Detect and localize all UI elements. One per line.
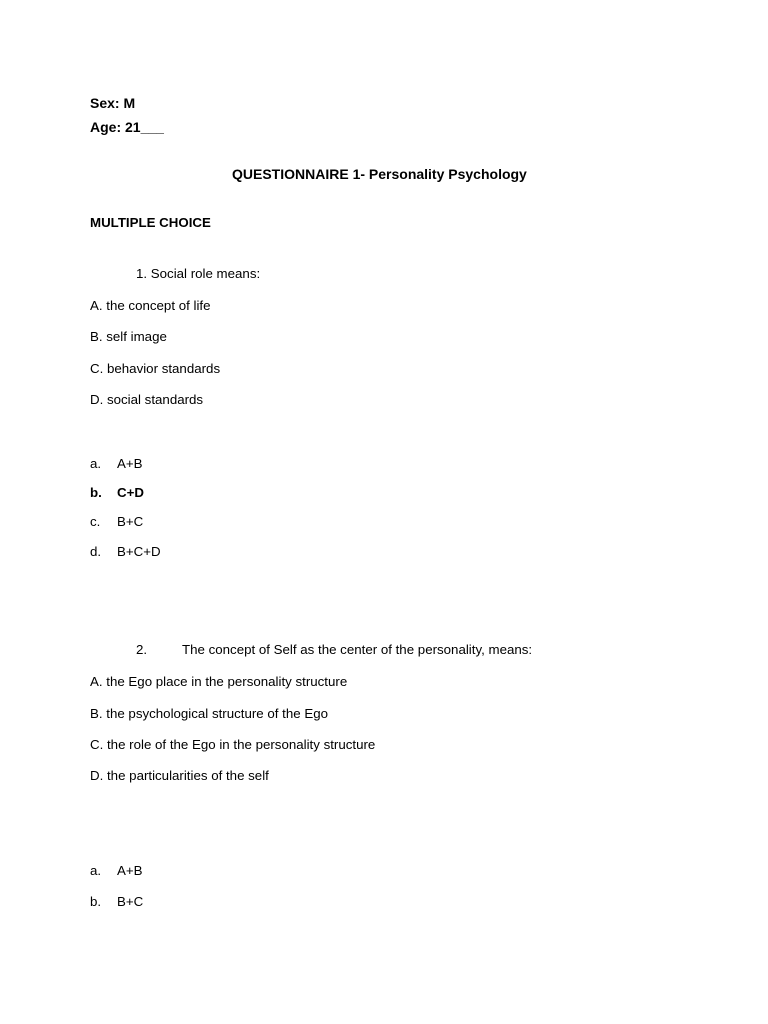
sex-field: Sex: M (90, 95, 136, 111)
choice-letter: d. (90, 544, 102, 559)
page-title: QUESTIONNAIRE 1- Personality Psychology (232, 166, 527, 182)
q2-choice-b (90, 893, 143, 911)
question-1-prompt: 1. Social role means: (136, 266, 261, 281)
q2-choice-a (90, 862, 143, 880)
q2-option-b: B. the psychological structure of the Ego (90, 706, 329, 721)
age-field: Age: 21___ (90, 119, 164, 135)
q2-option-a: A. the Ego place in the personality structure (90, 674, 348, 689)
q1-choice-c (90, 513, 143, 531)
choice-letter: b. (90, 894, 102, 909)
q2-option-d: D. the particularities of the self (90, 768, 269, 783)
question-text: The concept of Self as the center of the personality, means: (182, 642, 533, 657)
choice-text: A+B (117, 863, 143, 878)
question-number: 2. (136, 642, 148, 657)
q1-choice-b-selected (90, 484, 144, 502)
choice-letter: a. (90, 456, 102, 471)
q1-option-d: D. social standards (90, 392, 204, 407)
choice-text: B+C (117, 894, 144, 909)
q1-option-b: B. self image (90, 329, 167, 344)
choice-letter: a. (90, 863, 102, 878)
choice-text: A+B (117, 456, 143, 471)
choice-text: C+D (117, 485, 144, 500)
question-2-prompt (136, 641, 532, 659)
q1-option-c: C. behavior standards (90, 361, 221, 376)
section-heading: MULTIPLE CHOICE (90, 215, 211, 230)
q1-choice-a (90, 455, 143, 473)
choice-letter: b. (90, 485, 102, 500)
choice-text: B+C+D (117, 544, 161, 559)
q1-choice-d (90, 543, 161, 561)
choice-letter: c. (90, 514, 101, 529)
q1-option-a: A. the concept of life (90, 298, 211, 313)
choice-text: B+C (117, 514, 144, 529)
q2-option-c: C. the role of the Ego in the personality structure (90, 737, 376, 752)
